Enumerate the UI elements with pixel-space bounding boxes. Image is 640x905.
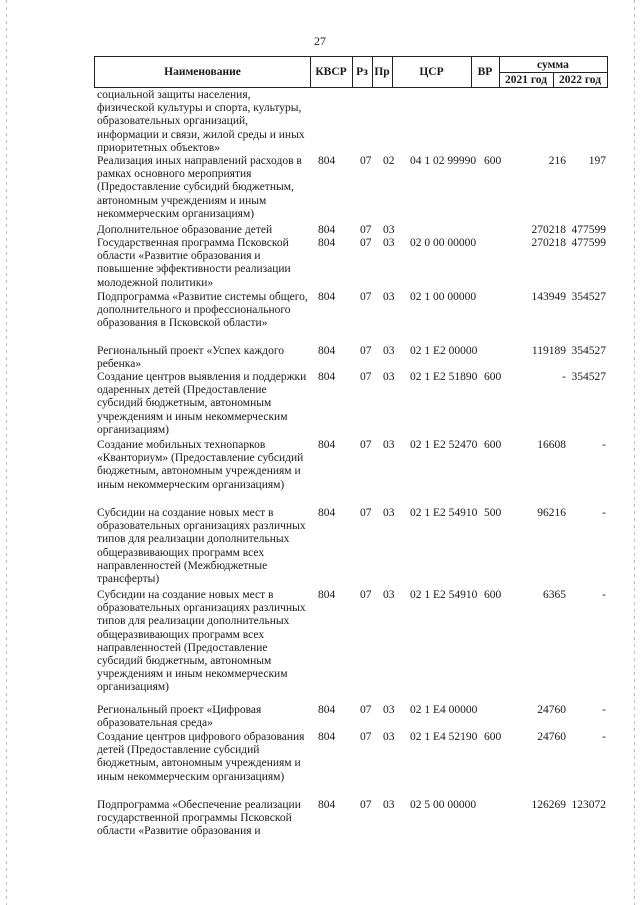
- row-kvsr: 804: [318, 371, 336, 383]
- row-pr: 03: [383, 345, 395, 357]
- row-csr: 02 1 E4 52190: [410, 731, 478, 743]
- row-sum-2021: 126269: [531, 799, 566, 811]
- row-sum-2022: 477599: [571, 237, 606, 249]
- row-kvsr: 804: [318, 799, 336, 811]
- row-name: Подпрограмма «Обеспечение реализации государственной программы Псковской области «Развитие образования и: [97, 799, 301, 838]
- row-sum-2021: 16608: [537, 439, 566, 451]
- row-sum-2021: 24760: [537, 704, 566, 716]
- header-name: Наименование: [164, 66, 241, 78]
- right-scan-edge: [634, 0, 635, 905]
- row-sum-2021: 6365: [543, 589, 566, 601]
- row-kvsr: 804: [318, 589, 336, 601]
- header-csr: ЦСР: [419, 66, 444, 78]
- row-sum-2021: 270218: [531, 237, 566, 249]
- row-pr: 03: [383, 507, 395, 519]
- row-sum-2022: 123072: [571, 799, 606, 811]
- row-csr: 02 0 00 00000: [410, 237, 477, 249]
- row-pr: 02: [383, 155, 395, 167]
- header-2022: 2022 год: [558, 74, 602, 86]
- row-csr: 02 1 E2 52470: [410, 439, 478, 451]
- row-pr: 03: [383, 704, 395, 716]
- row-vr: 600: [484, 371, 502, 383]
- row-sum-2021: 96216: [537, 507, 566, 519]
- row-name: Дополнительное образование детей: [97, 224, 273, 236]
- row-rz: 07: [360, 799, 372, 811]
- row-kvsr: 804: [318, 155, 336, 167]
- row-csr: 02 1 E2 51890: [410, 371, 478, 383]
- row-rz: 07: [360, 291, 372, 303]
- row-sum-2021: 143949: [531, 291, 566, 303]
- row-sum-2021: 270218: [531, 224, 566, 236]
- row-rz: 07: [360, 439, 372, 451]
- row-kvsr: 804: [318, 507, 336, 519]
- row-kvsr: 804: [318, 224, 336, 236]
- row-sum-2022: 354527: [571, 291, 606, 303]
- row-name: социальной защиты населения, физической культуры и спорта, культуры, образовательных организаций, информации и связи, жилой среды и иных приоритетных объектов»: [97, 89, 305, 154]
- row-name: Государственная программа Псковской области «Развитие образования и повышение эффективности реализации молодежной политики»: [97, 237, 291, 289]
- row-sum-2021: -: [562, 371, 566, 383]
- row-vr: 600: [484, 589, 502, 601]
- page-number: 27: [314, 34, 326, 48]
- row-kvsr: 804: [318, 291, 336, 303]
- row-pr: 03: [383, 237, 395, 249]
- row-kvsr: 804: [318, 237, 336, 249]
- row-rz: 07: [360, 237, 372, 249]
- row-name: Реализация иных направлений расходов в рамках основного мероприятия (Предоставление субсидий бюджетным, автономным учреждениям и иным некоммерческим организациям): [97, 155, 302, 220]
- table-header: [94, 56, 608, 88]
- row-rz: 07: [360, 589, 372, 601]
- row-csr: 02 1 E2 54910: [410, 507, 478, 519]
- row-rz: 07: [360, 507, 372, 519]
- row-rz: 07: [360, 155, 372, 167]
- row-sum-2022: 197: [588, 155, 606, 167]
- row-rz: 07: [360, 345, 372, 357]
- row-kvsr: 804: [318, 704, 336, 716]
- header-kvsr: КВСР: [315, 66, 347, 78]
- row-csr: 02 5 00 00000: [410, 799, 477, 811]
- row-kvsr: 804: [318, 731, 336, 743]
- row-sum-2021: 216: [548, 155, 566, 167]
- header-pr: Пр: [374, 66, 390, 78]
- row-rz: 07: [360, 224, 372, 236]
- row-pr: 03: [383, 589, 395, 601]
- row-sum-2022: 354527: [571, 371, 606, 383]
- row-pr: 03: [383, 439, 395, 451]
- row-sum-2022: -: [602, 439, 606, 451]
- row-name: Создание центров выявления и поддержки одаренных детей (Предоставление субсидий бюджетным, автономным учреждениям и иным некоммерческим организациям): [97, 371, 307, 436]
- header-sum: сумма: [537, 58, 569, 71]
- row-rz: 07: [360, 371, 372, 383]
- row-csr: 02 1 E2 54910: [410, 589, 478, 601]
- row-rz: 07: [360, 704, 372, 716]
- row-sum-2021: 24760: [537, 731, 566, 743]
- row-csr: 02 1 00 00000: [410, 291, 477, 303]
- row-name: Субсидии на создание новых мест в образовательных организациях различных типов для реализации дополнительных общеразвивающих программ всех направленностей (Межбюджетные трансферты): [97, 507, 306, 586]
- row-sum-2022: 477599: [571, 224, 606, 236]
- header-vr: ВР: [477, 66, 493, 78]
- row-pr: 03: [383, 371, 395, 383]
- row-name: Создание мобильных технопарков «Кванториум» (Предоставление субсидий бюджетным, автономным учреждениям и иным некоммерческим организациям): [97, 439, 304, 491]
- row-vr: 500: [484, 507, 502, 519]
- row-rz: 07: [360, 731, 372, 743]
- row-pr: 03: [383, 224, 395, 236]
- row-sum-2022: -: [602, 507, 606, 519]
- row-sum-2022: -: [602, 589, 606, 601]
- row-pr: 03: [383, 291, 395, 303]
- row-vr: 600: [484, 155, 502, 167]
- row-kvsr: 804: [318, 439, 336, 451]
- row-sum-2022: -: [602, 704, 606, 716]
- row-name: Создание центров цифрового образования детей (Предоставление субсидий бюджетным, автономным учреждениям и иным некоммерческим организациям): [97, 731, 305, 783]
- header-2021: 2021 год: [504, 74, 548, 86]
- header-rz: Рз: [356, 66, 368, 78]
- left-scan-edge: [6, 0, 7, 905]
- row-csr: 02 1 E2 00000: [410, 345, 478, 357]
- row-name: Подпрограмма «Развитие системы общего, дополнительного и профессионального образования в Псковской области»: [97, 291, 308, 330]
- row-name: Субсидии на создание новых мест в образовательных организациях различных типов для реализации дополнительных общеразвивающих программ всех направленностей (Предоставление субсидий бюджетным, автономным учреждениям и иным некоммерческим организациям): [97, 589, 306, 694]
- row-sum-2022: -: [602, 731, 606, 743]
- row-pr: 03: [383, 731, 395, 743]
- row-kvsr: 804: [318, 345, 336, 357]
- row-csr: 04 1 02 99990: [410, 155, 477, 167]
- row-pr: 03: [383, 799, 395, 811]
- row-sum-2022: 354527: [571, 345, 606, 357]
- row-name: Региональный проект «Цифровая образовательная среда»: [97, 704, 262, 730]
- row-name: Региональный проект «Успех каждого ребенка»: [97, 345, 285, 371]
- row-vr: 600: [484, 731, 502, 743]
- row-vr: 600: [484, 439, 502, 451]
- row-sum-2021: 119189: [531, 345, 566, 357]
- row-csr: 02 1 E4 00000: [410, 704, 478, 716]
